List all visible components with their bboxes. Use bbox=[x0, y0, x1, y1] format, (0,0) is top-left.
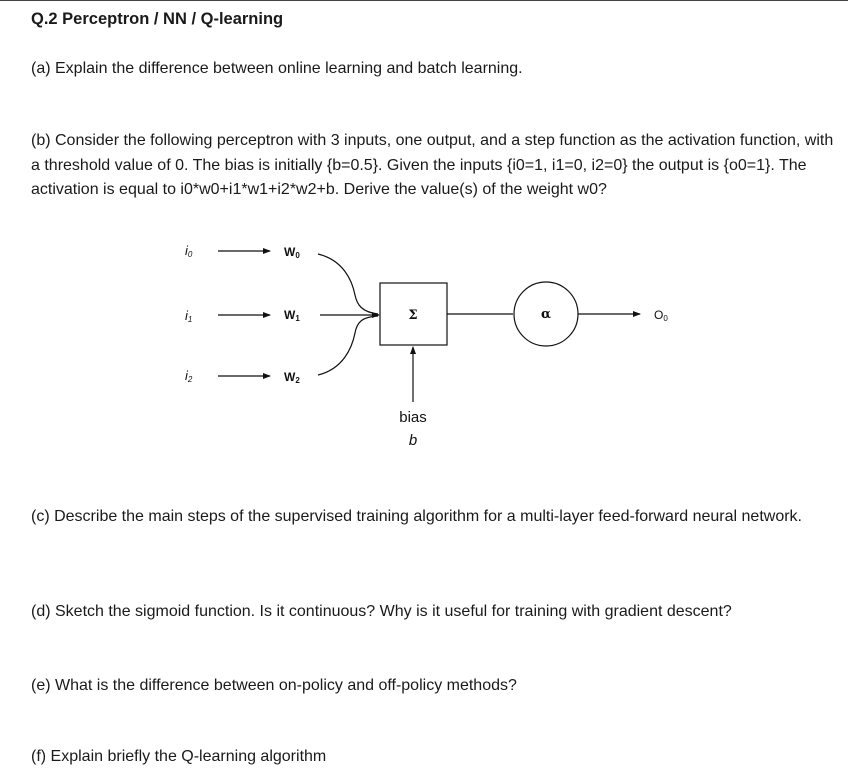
page-title: Q.2 Perceptron / NN / Q-learning bbox=[31, 10, 284, 28]
activation-symbol: α bbox=[540, 307, 552, 322]
weight-w2-label: W2 bbox=[284, 370, 300, 385]
input-i1-label: i1 bbox=[185, 308, 193, 324]
question-b: (b) Consider the following perceptron with 3 inputs, one output, and a step function as the activation function, with a threshold value of 0. The bias is initially {b=0.5}. Given the inputs {i0=1, i1=0, i2=0} the output is {o0=1}. The activation is equal to i0*w0+i1*w1+i2*w2+b. Derive the value(s) of the weight w0? bbox=[31, 132, 834, 198]
bias-label: bias bbox=[399, 409, 427, 426]
bias-variable: b bbox=[408, 432, 418, 449]
question-e: (e) What is the difference between on-policy and off-policy methods? bbox=[31, 677, 517, 694]
connector-curve-2 bbox=[318, 316, 378, 375]
question-c: (c) Describe the main steps of the supervised training algorithm for a multi-layer feed-forward neural network. bbox=[31, 508, 802, 525]
input-i0-label: i0 bbox=[185, 243, 193, 259]
question-d: (d) Sketch the sigmoid function. Is it continuous? Why is it useful for training with gradient descent? bbox=[31, 603, 732, 620]
question-f: (f) Explain briefly the Q-learning algorithm bbox=[31, 748, 327, 765]
output-o0-label: O0 bbox=[654, 308, 668, 323]
weight-w1-label: W1 bbox=[284, 308, 300, 323]
summation-symbol: Σ bbox=[408, 308, 418, 323]
question-a: (a) Explain the difference between online learning and batch learning. bbox=[31, 60, 523, 77]
input-i2-label: i2 bbox=[185, 368, 193, 384]
weight-w0-label: W0 bbox=[284, 245, 300, 260]
connector-curve-0 bbox=[318, 254, 378, 314]
